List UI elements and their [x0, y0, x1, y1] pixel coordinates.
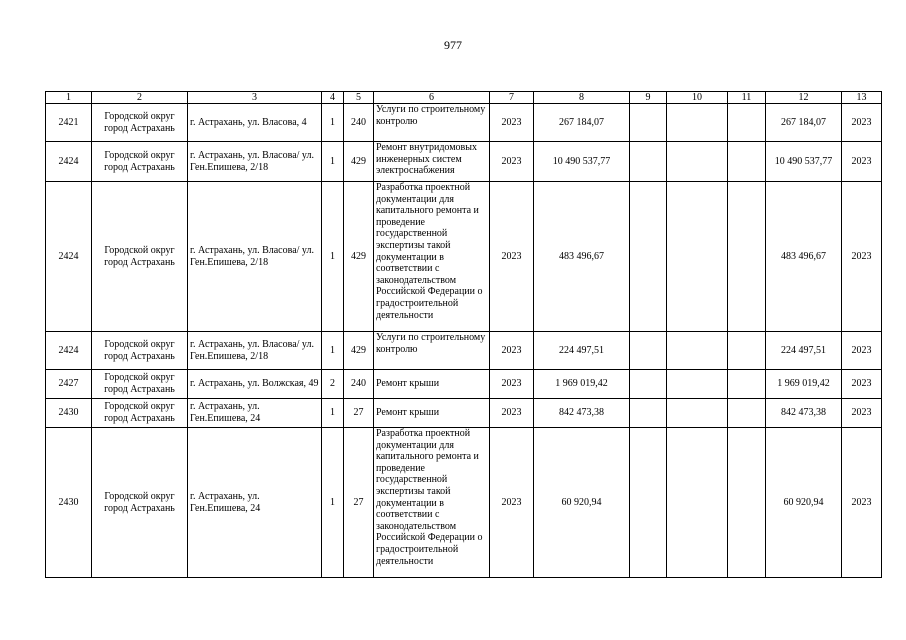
year: 2023 — [490, 104, 534, 142]
column-number: 9 — [630, 92, 667, 104]
end-year: 2023 — [842, 182, 882, 332]
amount: 267 184,07 — [534, 104, 630, 142]
amount-total: 10 490 537,77 — [766, 142, 842, 182]
amount: 10 490 537,77 — [534, 142, 630, 182]
table-row — [46, 332, 882, 370]
end-year: 2023 — [842, 428, 882, 578]
col-4: 1 — [322, 142, 344, 182]
end-year: 2023 — [842, 399, 882, 428]
address: г. Астрахань, ул. Ген.Епишева, 24 — [188, 399, 322, 428]
address: г. Астрахань, ул. Власова/ ул. Ген.Епишева, 2/18 — [188, 332, 322, 370]
col-9 — [630, 332, 667, 370]
table-row — [46, 399, 882, 428]
column-number: 8 — [534, 92, 630, 104]
amount-total: 483 496,67 — [766, 182, 842, 332]
col-11 — [728, 332, 766, 370]
municipality: Городской округ город Астрахань — [92, 399, 188, 428]
municipality: Городской округ город Астрахань — [92, 182, 188, 332]
year: 2023 — [490, 182, 534, 332]
col-9 — [630, 104, 667, 142]
col-9 — [630, 182, 667, 332]
municipality: Городской округ город Астрахань — [92, 332, 188, 370]
amount-total: 1 969 019,42 — [766, 370, 842, 399]
col-5: 240 — [344, 104, 374, 142]
col-9 — [630, 370, 667, 399]
column-number: 5 — [344, 92, 374, 104]
row-id: 2424 — [46, 182, 92, 332]
year: 2023 — [490, 399, 534, 428]
year: 2023 — [490, 428, 534, 578]
works-table — [45, 91, 882, 578]
col-4: 1 — [322, 182, 344, 332]
work-type: Ремонт крыши — [374, 370, 490, 399]
col-10 — [667, 104, 728, 142]
address: г. Астрахань, ул. Власова, 4 — [188, 104, 322, 142]
col-5: 27 — [344, 399, 374, 428]
column-number: 4 — [322, 92, 344, 104]
col-11 — [728, 182, 766, 332]
address: г. Астрахань, ул. Волжская, 49 — [188, 370, 322, 399]
col-11 — [728, 370, 766, 399]
work-type: Услуги по строительному контролю — [374, 104, 490, 142]
table-row — [46, 104, 882, 142]
municipality: Городской округ город Астрахань — [92, 370, 188, 399]
address: г. Астрахань, ул. Власова/ ул. Ген.Епишева, 2/18 — [188, 182, 322, 332]
row-id: 2424 — [46, 332, 92, 370]
work-type: Ремонт внутридомовых инженерных систем электроснабжения — [374, 142, 490, 182]
year: 2023 — [490, 332, 534, 370]
municipality: Городской округ город Астрахань — [92, 428, 188, 578]
row-id: 2421 — [46, 104, 92, 142]
col-4: 2 — [322, 370, 344, 399]
col-5: 240 — [344, 370, 374, 399]
address: г. Астрахань, ул. Ген.Епишева, 24 — [188, 428, 322, 578]
column-number: 12 — [766, 92, 842, 104]
col-10 — [667, 332, 728, 370]
col-11 — [728, 142, 766, 182]
end-year: 2023 — [842, 142, 882, 182]
col-10 — [667, 370, 728, 399]
row-id: 2427 — [46, 370, 92, 399]
col-4: 1 — [322, 399, 344, 428]
amount: 1 969 019,42 — [534, 370, 630, 399]
table-row — [46, 142, 882, 182]
col-11 — [728, 399, 766, 428]
col-10 — [667, 142, 728, 182]
amount: 224 497,51 — [534, 332, 630, 370]
col-11 — [728, 104, 766, 142]
year: 2023 — [490, 142, 534, 182]
amount-total: 842 473,38 — [766, 399, 842, 428]
work-type: Услуги по строительному контролю — [374, 332, 490, 370]
column-number: 10 — [667, 92, 728, 104]
amount-total: 224 497,51 — [766, 332, 842, 370]
col-9 — [630, 428, 667, 578]
column-number: 1 — [46, 92, 92, 104]
table-row — [46, 370, 882, 399]
col-5: 429 — [344, 182, 374, 332]
column-number: 6 — [374, 92, 490, 104]
col-4: 1 — [322, 428, 344, 578]
col-4: 1 — [322, 104, 344, 142]
col-10 — [667, 399, 728, 428]
end-year: 2023 — [842, 104, 882, 142]
row-id: 2430 — [46, 399, 92, 428]
row-id: 2424 — [46, 142, 92, 182]
table-row — [46, 182, 882, 332]
amount: 842 473,38 — [534, 399, 630, 428]
row-id: 2430 — [46, 428, 92, 578]
address: г. Астрахань, ул. Власова/ ул. Ген.Епишева, 2/18 — [188, 142, 322, 182]
column-number: 7 — [490, 92, 534, 104]
work-type: Разработка проектной документации для капитального ремонта и проведение государственной экспертизы такой документации в соответствии с законодательством Российской Федерации о градостроительной деятельности — [374, 428, 490, 578]
col-5: 429 — [344, 332, 374, 370]
amount-total: 267 184,07 — [766, 104, 842, 142]
column-number: 11 — [728, 92, 766, 104]
end-year: 2023 — [842, 332, 882, 370]
municipality: Городской округ город Астрахань — [92, 104, 188, 142]
col-10 — [667, 182, 728, 332]
col-10 — [667, 428, 728, 578]
work-type: Ремонт крыши — [374, 399, 490, 428]
amount: 483 496,67 — [534, 182, 630, 332]
col-9 — [630, 399, 667, 428]
column-number: 3 — [188, 92, 322, 104]
col-11 — [728, 428, 766, 578]
year: 2023 — [490, 370, 534, 399]
municipality: Городской округ город Астрахань — [92, 142, 188, 182]
column-number: 13 — [842, 92, 882, 104]
col-4: 1 — [322, 332, 344, 370]
col-5: 27 — [344, 428, 374, 578]
column-number: 2 — [92, 92, 188, 104]
amount: 60 920,94 — [534, 428, 630, 578]
amount-total: 60 920,94 — [766, 428, 842, 578]
col-9 — [630, 142, 667, 182]
table-row — [46, 428, 882, 578]
page-number: 977 — [444, 38, 462, 52]
end-year: 2023 — [842, 370, 882, 399]
work-type: Разработка проектной документации для капитального ремонта и проведение государственной экспертизы такой документации в соответствии с законодательством Российской Федерации о градостроительной деятельности — [374, 182, 490, 332]
col-5: 429 — [344, 142, 374, 182]
column-number-row — [46, 92, 882, 104]
